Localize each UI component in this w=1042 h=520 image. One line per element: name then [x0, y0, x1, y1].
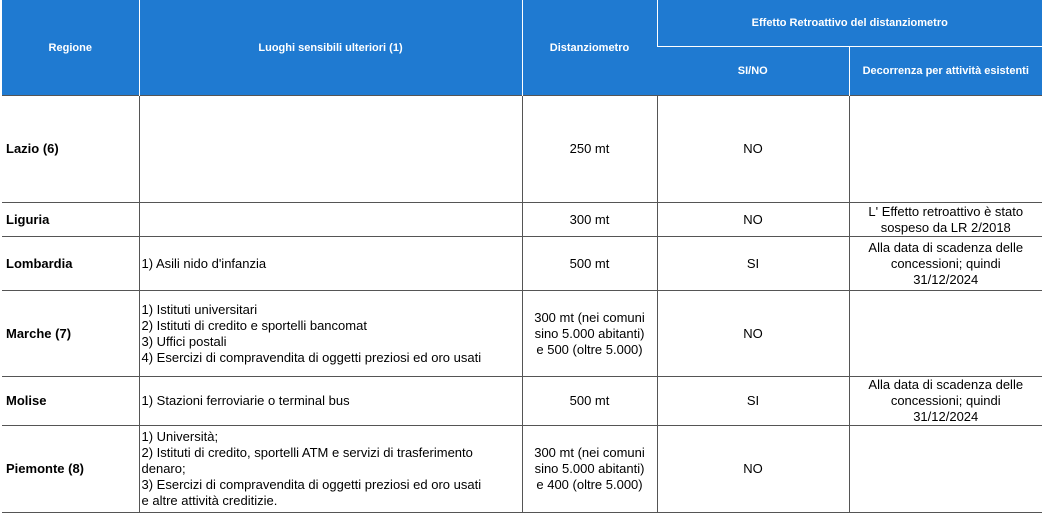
- cell-luoghi: [139, 237, 522, 291]
- cell-line: Alla data di scadenza delle: [868, 239, 1024, 255]
- header-luoghi: Luoghi sensibili ulteriori (1): [139, 0, 522, 96]
- cell-line: L' Effetto retroattivo è stato: [868, 203, 1024, 219]
- cell-line: 2) Istituti di credito e sportelli bancomat: [141, 317, 367, 333]
- cell-si-no: NO: [657, 96, 849, 203]
- cell-luoghi: [139, 377, 522, 426]
- cell-regione: Piemonte (8): [2, 426, 139, 513]
- cell-decorrenza: [849, 426, 1042, 513]
- header-si-no: SI/NO: [657, 47, 849, 96]
- cell-luoghi: [139, 291, 522, 377]
- cell-decorrenza: [849, 203, 1042, 237]
- cell-luoghi: [139, 203, 522, 237]
- table-row: [2, 237, 1042, 291]
- cell-distanza: [522, 377, 657, 426]
- cell-line: 500 mt: [569, 255, 610, 271]
- cell-regione: Lazio (6): [2, 96, 139, 203]
- cell-line: 3) Uffici postali: [141, 333, 227, 349]
- cell-distanza: [522, 96, 657, 203]
- cell-line: 1) Asili nido d'infanzia: [141, 255, 267, 271]
- cell-line: 2) Istituti di credito, sportelli ATM e servizi di trasferimento: [141, 445, 473, 460]
- cell-distanza: [522, 237, 657, 291]
- regional-distance-table: [2, 0, 1042, 513]
- cell-line: 1) Stazioni ferroviarie o terminal bus: [141, 393, 350, 408]
- cell-line: 300 mt: [569, 211, 610, 227]
- cell-line: 1) Università;: [141, 429, 219, 444]
- cell-line: 300 mt (nei comuni: [534, 445, 645, 460]
- cell-regione: Lombardia: [2, 237, 139, 291]
- cell-line: e 400 (oltre 5.000): [536, 477, 643, 492]
- cell-regione: Liguria: [2, 203, 139, 237]
- table-row: [2, 426, 1042, 513]
- table-body: [2, 96, 1042, 513]
- cell-decorrenza: [849, 291, 1042, 377]
- cell-line: concessioni; quindi: [890, 255, 1001, 271]
- cell-distanza: [522, 203, 657, 237]
- cell-line: 31/12/2024: [913, 409, 979, 424]
- cell-si-no: NO: [657, 203, 849, 237]
- cell-luoghi: [139, 96, 522, 203]
- cell-line: e altre attività creditizie.: [141, 493, 278, 508]
- cell-line: e 500 (oltre 5.000): [536, 341, 643, 357]
- cell-si-no: SI: [657, 237, 849, 291]
- cell-distanza: [522, 426, 657, 513]
- cell-decorrenza: [849, 237, 1042, 291]
- cell-line: 1) Istituti universitari: [141, 301, 258, 317]
- header-effetto-retroattivo: Effetto Retroattivo del distanziometro: [657, 0, 1042, 47]
- cell-line: 3) Esercizi di compravendita di oggetti preziosi ed oro usati: [141, 477, 482, 492]
- cell-line: sospeso da LR 2/2018: [880, 219, 1011, 235]
- cell-regione: Marche (7): [2, 291, 139, 377]
- cell-si-no: NO: [657, 426, 849, 513]
- cell-luoghi: [139, 426, 522, 513]
- cell-regione: Molise: [2, 377, 139, 426]
- cell-line: 31/12/2024: [913, 271, 979, 287]
- cell-si-no: NO: [657, 291, 849, 377]
- table-row: [2, 96, 1042, 203]
- cell-line: concessioni; quindi: [890, 393, 1001, 408]
- table-row: [2, 377, 1042, 426]
- cell-line: 4) Esercizi di compravendita di oggetti preziosi ed oro usati: [141, 349, 482, 365]
- cell-line: sino 5.000 abitanti): [534, 461, 645, 476]
- cell-decorrenza: [849, 377, 1042, 426]
- cell-distanza: [522, 291, 657, 377]
- table-header: [2, 0, 1042, 96]
- cell-line: sino 5.000 abitanti): [534, 325, 645, 341]
- header-regione: Regione: [2, 0, 139, 96]
- cell-line: 250 mt: [569, 141, 610, 156]
- table-row: [2, 291, 1042, 377]
- cell-decorrenza: [849, 96, 1042, 203]
- header-distanziometro: Distanziometro: [522, 0, 657, 96]
- cell-si-no: SI: [657, 377, 849, 426]
- cell-line: denaro;: [141, 461, 186, 476]
- table-row: [2, 203, 1042, 237]
- cell-line: Alla data di scadenza delle: [868, 377, 1024, 392]
- header-decorrenza: Decorrenza per attività esistenti: [849, 47, 1042, 96]
- cell-line: 300 mt (nei comuni: [534, 309, 645, 325]
- cell-line: 500 mt: [569, 393, 610, 408]
